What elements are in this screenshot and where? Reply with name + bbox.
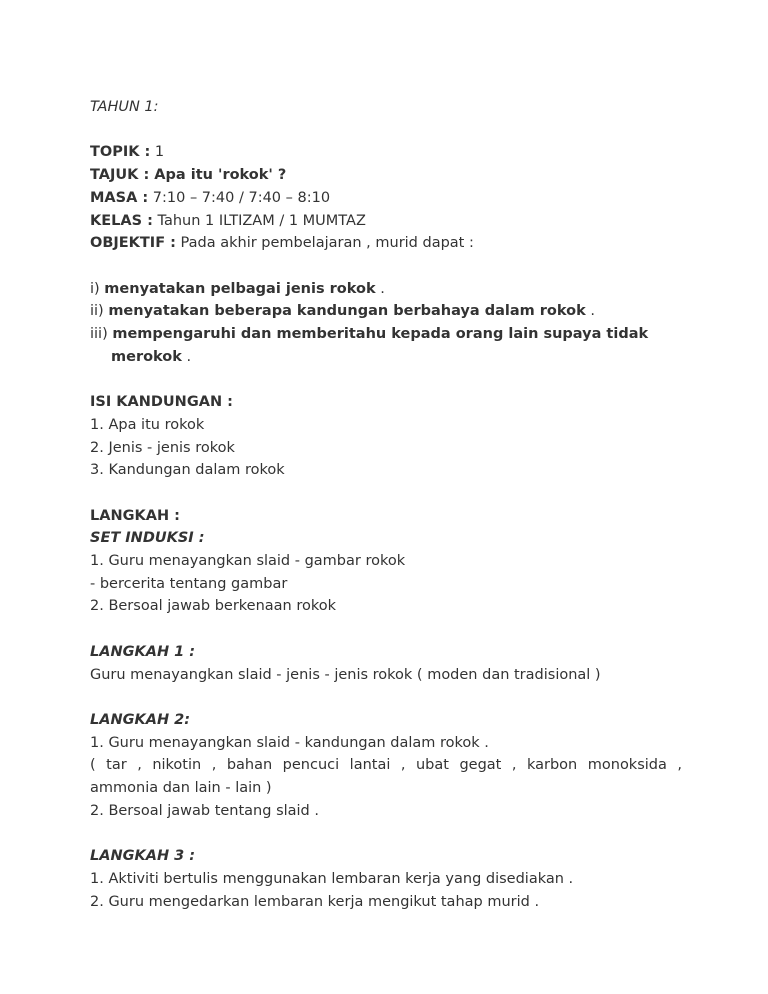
objective-text: menyatakan beberapa kandungan berbahaya dalam rokok — [108, 303, 586, 320]
list-item: ammonia dan lain - lain ) — [90, 780, 272, 796]
objective-text: menyatakan pelbagai jenis rokok — [104, 280, 376, 297]
objektif-line — [90, 232, 690, 255]
list-item: 2. Jenis - jenis rokok — [90, 439, 235, 456]
list-item: 1. Apa itu rokok — [90, 416, 205, 433]
objektif-value: Pada akhir pembelajaran , murid dapat : — [175, 235, 474, 252]
set-induksi-heading: SET INDUKSI : — [90, 530, 205, 547]
spacer — [90, 255, 690, 278]
spacer — [90, 822, 690, 845]
list-item-justified: ( tar , nikotin , bahan pencuci lantai , ubat gegat , karbon monoksida , — [90, 757, 682, 774]
topik-value: 1 — [150, 144, 165, 161]
langkah-section — [90, 505, 690, 528]
objective-continuation — [90, 346, 690, 369]
langkah3-heading: LANGKAH 3 : — [90, 848, 196, 865]
kelas-line — [90, 210, 690, 233]
objective-item — [90, 323, 690, 346]
kelas-value: Tahun 1 ILTIZAM / 1 MUMTAZ — [152, 212, 366, 229]
objective-cont-text: merokok — [111, 348, 182, 365]
list-item: 2. Bersoal jawab berkenaan rokok — [90, 598, 337, 615]
objective-item — [90, 278, 690, 301]
objective-end: . — [585, 303, 595, 320]
list-item: - bercerita tentang gambar — [90, 575, 288, 592]
list-item: Guru menayangkan slaid - jenis - jenis rokok ( moden dan tradisional ) — [90, 666, 601, 683]
langkah1-heading: LANGKAH 1 : — [90, 643, 196, 660]
topik-line — [90, 141, 690, 164]
list-item: 3. Kandungan dalam rokok — [90, 462, 285, 479]
masa-value: 7:10 – 7:40 / 7:40 – 8:10 — [148, 189, 331, 206]
objective-number: i) — [90, 280, 100, 297]
tajuk-label: TAJUK : — [90, 167, 150, 184]
spacer — [90, 368, 690, 391]
list-item: 1. Guru menayangkan slaid - gambar rokok — [90, 553, 406, 569]
objective-number: ii) — [90, 303, 104, 320]
objective-item — [90, 300, 690, 323]
objective-number: iii) — [90, 326, 108, 342]
tajuk-line — [90, 164, 690, 187]
list-item: 2. Bersoal jawab tentang slaid . — [90, 802, 319, 819]
list-item: 2. Guru mengedarkan lembaran kerja mengikut tahap murid . — [90, 893, 540, 910]
objective-text: mempengaruhi dan memberitahu kepada orang lain supaya tidak — [112, 326, 649, 342]
objektif-label: OBJEKTIF : — [90, 235, 176, 252]
langkah1-heading-line — [90, 641, 690, 664]
isi-heading: ISI KANDUNGAN : — [90, 394, 233, 411]
isi-kandungan-section — [90, 391, 690, 414]
spacer — [90, 686, 690, 709]
year-heading: TAHUN 1: — [90, 99, 159, 115]
spacer — [90, 482, 690, 505]
kelas-label: KELAS : — [90, 212, 153, 229]
langkah2-heading: LANGKAH 2: — [90, 711, 191, 728]
set-induksi-heading-line — [90, 527, 690, 550]
topik-label: TOPIK : — [90, 144, 151, 161]
masa-line — [90, 187, 690, 210]
list-item: 1. Guru menayangkan slaid - kandungan dalam rokok . — [90, 734, 489, 751]
spacer — [90, 119, 690, 142]
langkah2-heading-line — [90, 709, 690, 732]
list-item: 1. Aktiviti bertulis menggunakan lembaran kerja yang disediakan . — [90, 870, 574, 887]
lesson-plan-document — [90, 96, 690, 913]
langkah3-heading-line — [90, 845, 690, 868]
spacer — [90, 618, 690, 641]
langkah-heading: LANGKAH : — [90, 507, 180, 524]
objective-end: . — [375, 280, 385, 297]
masa-label: MASA : — [90, 189, 149, 206]
tajuk-value: Apa itu 'rokok' ? — [149, 167, 287, 184]
objective-end: . — [181, 348, 192, 365]
